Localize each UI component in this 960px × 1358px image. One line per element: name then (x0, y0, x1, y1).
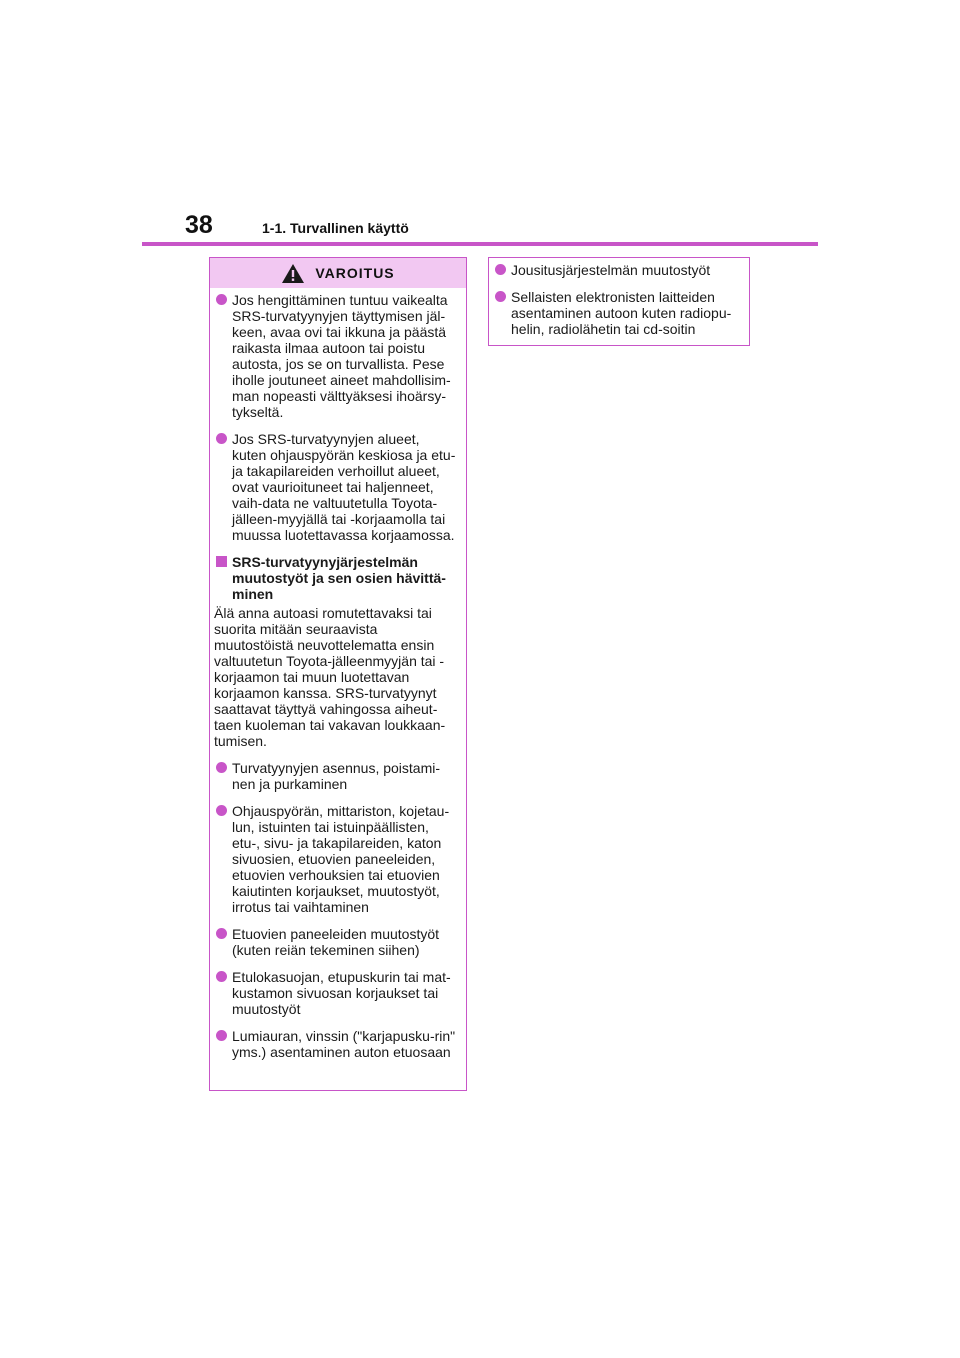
bullet-dot-icon (216, 971, 227, 982)
warning-box (209, 257, 467, 1091)
square-bullet-icon (216, 556, 227, 567)
header-divider (142, 242, 818, 246)
subheading-text: SRS-turvatyynyjärjestelmän muutostyöt ja sen osien hävittä-minen (232, 554, 446, 602)
warning-paragraph: Älä anna autoasi romutettavaksi tai suorita mitään seuraavista muutostöistä neuvottelematta ensin valtuutetun Toyota-jälleenmyyjän tai -korjaamon tai muun luotettavan korjaamon kanssa. SRS-turvatyynyt saattavat täyttyä vahingossa aiheut-taen kuoleman tai vakavan loukkaan-tumisen. (214, 605, 446, 749)
bullet-dot-icon (216, 928, 227, 939)
warning-triangle-icon (281, 263, 305, 284)
list-item-text: Jos hengittäminen tuntuu vaikealta SRS-turvatyynyjen täyttymisen jäl-keen, avaa ovi tai ikkuna ja päästä raikasta ilmaa autoon tai poistu autosta, jos se on turvallista. Pese iholle joutuneet aineet mahdollisim-man nopeasti välttyäksesi ihoärsy-tykseltä. (232, 292, 451, 420)
list-item (214, 969, 456, 1017)
list-item-text: Jousitusjärjestelmän muutostyöt (511, 262, 711, 278)
warning-continued-box (488, 257, 750, 346)
list-item (493, 289, 739, 337)
list-item-text: Etulokasuojan, etupuskurin tai mat-kustamon sivuosan korjaukset tai muutostyöt (232, 969, 451, 1017)
list-item (493, 262, 739, 278)
warning-title: VAROITUS (315, 265, 395, 281)
bullet-dot-icon (216, 1030, 227, 1041)
section-title: 1-1. Turvallinen käyttö (262, 220, 409, 236)
list-item (214, 926, 456, 958)
subheading (214, 554, 456, 602)
list-item-text: Lumiauran, vinssin ("karjapusku-rin" yms.) asentaminen auton etuosaan (232, 1028, 456, 1060)
warning-header (210, 258, 466, 288)
list-item-text: Sellaisten elektronisten laitteiden asentaminen autoon kuten radiopu-helin, radiolähetin tai cd-soitin (511, 289, 732, 337)
warning-content (210, 288, 466, 1060)
bullet-dot-icon (216, 762, 227, 773)
continued-content (489, 258, 749, 337)
bullet-dot-icon (495, 264, 506, 275)
list-item (214, 760, 456, 792)
list-item-text: Jos SRS-turvatyynyjen alueet, kuten ohjauspyörän keskiosa ja etu- ja takapilareiden verhoillut alueet, ovat vaurioituneet tai haljenneet, vaih-data ne valtuutetulla Toyota-jälleen-myyjällä tai -korjaamolla tai muussa luotettavassa korjaamossa. (232, 431, 456, 543)
bullet-dot-icon (216, 433, 227, 444)
list-item-text: Turvatyynyjen asennus, poistami-nen ja purkaminen (232, 760, 441, 792)
list-item (214, 1028, 456, 1060)
list-item (214, 431, 456, 543)
bullet-dot-icon (216, 294, 227, 305)
list-item (214, 292, 456, 420)
bullet-dot-icon (495, 291, 506, 302)
page-number: 38 (185, 211, 213, 239)
list-item-text: Etuovien paneeleiden muutostyöt (kuten reiän tekeminen siihen) (232, 926, 440, 958)
bullet-dot-icon (216, 805, 227, 816)
list-item (214, 803, 456, 915)
list-item-text: Ohjauspyörän, mittariston, kojetau-lun, istuinten tai istuinpäällisten, etu-, sivu- ja takapilareiden, katon sivuosien, etuovien paneeleiden, etuovien verhouksien tai etuovien kaiutinten korjaukset, muutostyöt, irrotus tai vaihtaminen (232, 803, 450, 915)
